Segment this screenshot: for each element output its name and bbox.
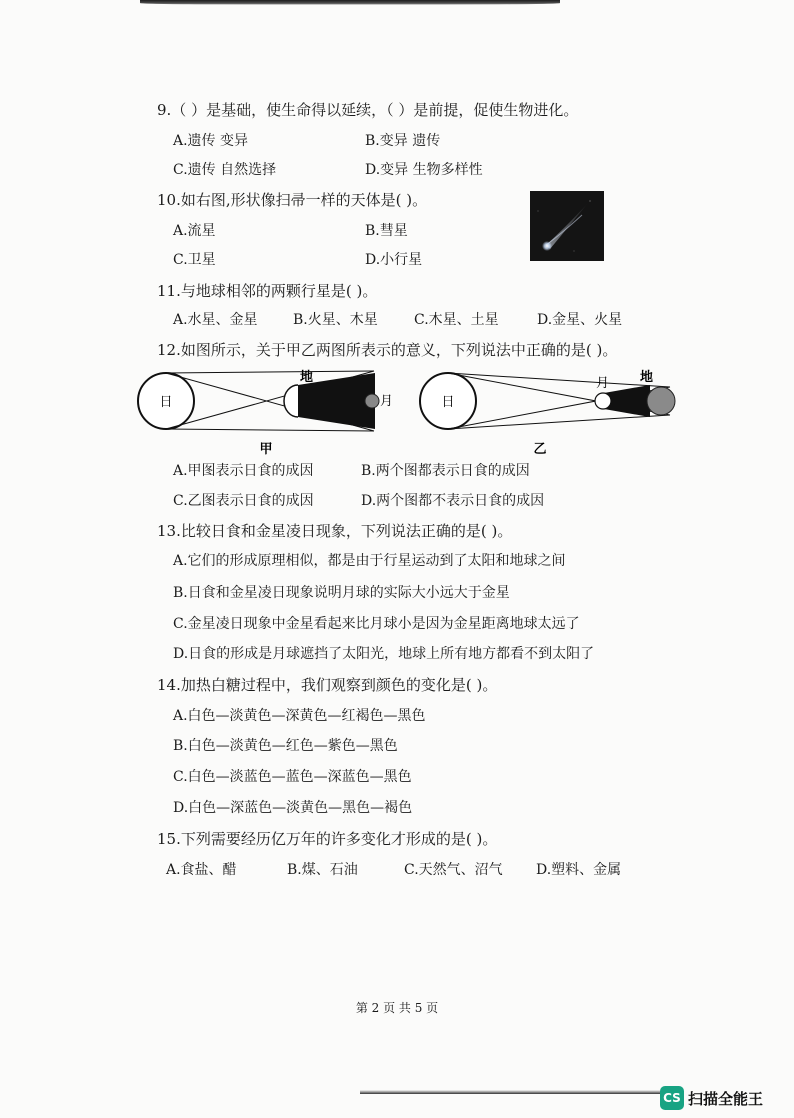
question-12-option-c: C.乙图表示日食的成因 — [173, 493, 314, 509]
camscanner-logo-icon: CS — [660, 1086, 684, 1110]
question-12-stem: 12.如图所示，关于甲乙两图所表示的意义，下列说法中正确的是( )。 — [157, 341, 618, 359]
question-10-option-d: D.小行星 — [365, 252, 423, 268]
question-9-stem: 9.（ ）是基础，使生命得以延续，（ ）是前提，促使生物进化。 — [157, 101, 579, 119]
jia-earth-arc — [284, 385, 298, 417]
question-15-stem: 15.下列需要经历亿万年的许多变化才形成的是( )。 — [157, 830, 498, 848]
question-13-stem: 13.比较日食和金星凌日现象，下列说法正确的是( )。 — [157, 522, 513, 540]
jia-moon-label: 月 — [380, 394, 394, 409]
question-13-option-a: A.它们的形成原理相似，都是由于行星运动到了太阳和地球之间 — [173, 553, 566, 569]
question-9-option-c: C.遗传 自然选择 — [173, 162, 277, 178]
yi-moon-label: 月 — [596, 376, 610, 391]
yi-moon-circle — [595, 393, 611, 409]
question-14-option-c: C.白色—淡蓝色—蓝色—深蓝色—黑色 — [173, 769, 412, 785]
question-10-stem: 10.如右图,形状像扫帚一样的天体是( )。 — [157, 191, 428, 209]
question-11-option-c: C.木星、土星 — [414, 312, 499, 328]
question-11-option-a: A.水星、金星 — [173, 312, 258, 328]
question-9-option-b: B.变异 遗传 — [365, 133, 441, 149]
question-15-option-b: B.煤、石油 — [287, 862, 358, 878]
question-14-option-a: A.白色—淡黄色—深黄色—红褐色—黑色 — [173, 708, 426, 724]
yi-earth-circle — [647, 387, 675, 415]
question-15-option-d: D.塑料、金属 — [536, 862, 622, 878]
question-11-option-b: B.火星、木星 — [293, 312, 378, 328]
question-10-option-c: C.卫星 — [173, 252, 216, 268]
question-12-option-a: A.甲图表示日食的成因 — [173, 463, 314, 479]
yi-sun-label: 日 — [441, 395, 455, 410]
camscanner-text: 扫描全能王 — [688, 1089, 764, 1108]
page-footer: 第 2 页 共 5 页 — [355, 1001, 439, 1015]
jia-earth-label: 地 — [300, 370, 314, 385]
yi-caption: 乙 — [533, 442, 547, 457]
diagram-jia — [138, 369, 393, 457]
question-10-option-b: B.彗星 — [365, 223, 408, 239]
question-13-option-c: C.金星凌日现象中金星看起来比月球小是因为金星距离地球太远了 — [173, 616, 580, 632]
question-13-option-b: B.日食和金星凌日现象说明月球的实际大小远大于金星 — [173, 585, 510, 601]
jia-moon-circle — [365, 394, 379, 408]
comet-image — [530, 191, 604, 261]
question-14-option-d: D.白色—深蓝色—淡黄色—黑色—褐色 — [173, 800, 413, 816]
scan-edge-bottom — [360, 1090, 660, 1094]
question-9-option-d: D.变异 生物多样性 — [365, 162, 483, 178]
question-15-option-a: A.食盐、醋 — [166, 862, 237, 878]
question-14-stem: 14.加热白糖过程中，我们观察到颜色的变化是( )。 — [157, 676, 498, 694]
question-12-option-d: D.两个图都不表示日食的成因 — [361, 493, 545, 509]
question-11-option-d: D.金星、火星 — [537, 312, 623, 328]
jia-caption: 甲 — [259, 442, 273, 457]
question-14-option-b: B.白色—淡黄色—红色—紫色—黑色 — [173, 738, 398, 754]
question-13-option-d: D.日食的形成是月球遮挡了太阳光，地球上所有地方都看不到太阳了 — [173, 646, 595, 662]
question-9-option-a: A.遗传 变异 — [173, 133, 249, 149]
yi-earth-label: 地 — [640, 370, 654, 385]
jia-sun-label: 日 — [159, 395, 173, 410]
question-12-option-b: B.两个图都表示日食的成因 — [361, 463, 530, 479]
camscanner-watermark — [660, 1086, 763, 1110]
question-10-option-a: A.流星 — [173, 223, 216, 239]
eclipse-diagram — [130, 365, 690, 465]
question-11-stem: 11.与地球相邻的两颗行星是( )。 — [157, 282, 378, 300]
question-15-option-c: C.天然气、沼气 — [404, 862, 503, 878]
diagram-yi — [420, 369, 675, 457]
